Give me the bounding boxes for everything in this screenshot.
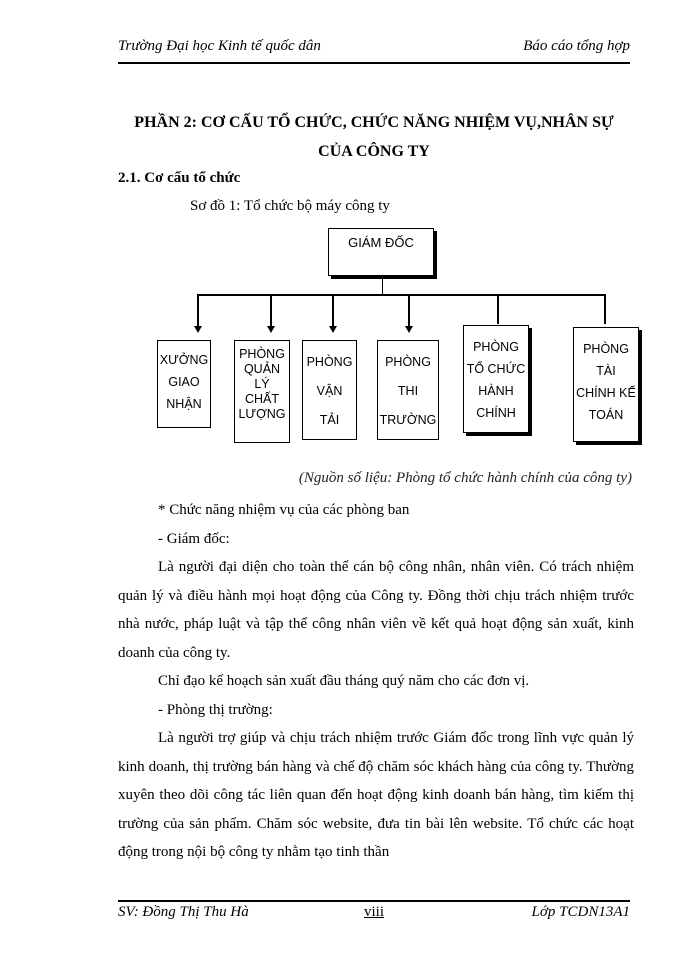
page-number: viii (364, 904, 385, 920)
department-box-line: PHÒNG (385, 355, 431, 369)
department-box-line: LÝ (254, 377, 270, 391)
department-box-line: TRƯỜNG (379, 413, 437, 427)
department-box-line: CHÍNH (476, 406, 516, 420)
footer-rule (118, 900, 630, 902)
department-box-line: PHÒNG (583, 342, 629, 356)
department-box-line: TỔ CHỨC (466, 362, 526, 376)
arrow-head (267, 326, 275, 333)
body-paragraph: Chỉ đạo kế hoạch sản xuất đầu tháng quý năm cho các đơn vị. (158, 673, 530, 689)
department-box (234, 340, 290, 443)
body-paragraph: * Chức năng nhiệm vụ của các phòng ban (158, 502, 410, 518)
department-box (463, 325, 529, 433)
connector-main (382, 276, 383, 294)
arrow-head (194, 326, 202, 333)
connector-drop (332, 294, 334, 326)
section-heading: 2.1. Cơ cấu tổ chức (118, 170, 241, 186)
body-paragraph: - Giám đốc: (158, 530, 230, 547)
page-footer (118, 904, 630, 924)
department-box-line: CHẤT (244, 392, 280, 406)
connector-drop (408, 294, 410, 326)
chapter-title-line2: CỦA CÔNG TY (318, 143, 430, 160)
header-report-type: Báo cáo tổng hợp (523, 38, 630, 54)
department-box (302, 340, 357, 440)
department-box-line: PHÒNG (306, 355, 353, 369)
chapter-title-line1: PHẦN 2: CƠ CẤU TỔ CHỨC, CHỨC NĂNG NHIỆM VỤ,NHÂN SỰ (134, 114, 614, 131)
department-box-line: XƯỞNG (159, 353, 209, 367)
org-chart (0, 0, 700, 470)
arrow-head (329, 326, 337, 333)
department-box (573, 327, 639, 442)
department-box (377, 340, 439, 440)
department-box-line: GIAO (168, 375, 200, 389)
body-paragraph: - Phòng thị trường: (158, 701, 273, 718)
connector-drop (604, 294, 606, 324)
connector-drop (197, 294, 199, 326)
footer-class: Lớp TCDN13A1 (531, 904, 630, 920)
director-label: GIÁM ĐỐC (348, 235, 414, 250)
header-university: Trường Đại học Kinh tế quốc dân (118, 38, 321, 54)
connector-horizontal (197, 294, 605, 296)
department-box-line: CHÍNH KẾ (576, 386, 636, 400)
body-paragraph: Là người trợ giúp và chịu trách nhiệm trước Giám đốc trong lĩnh vực quản lý kinh doanh, thị trường bán hàng và chế độ chăm sóc khách hàng của công ty. Thường xuyên theo dõi công tác liên quan đến hoạt động kinh doanh bán hàng, tìm kiếm thị trường của sản phẩm. Chăm sóc website, đưa tin bài lên website. Tổ chức các hoạt động trong nội bộ công ty nhằm tạo tinh thần (118, 730, 634, 860)
department-box-line: VẬN (316, 384, 343, 398)
department-box-line: THI (397, 384, 419, 398)
department-box-line: LƯỢNG (238, 407, 286, 421)
department-box (157, 340, 211, 428)
connector-drop (270, 294, 272, 326)
arrow-head (405, 326, 413, 333)
department-box-line: PHÒNG (473, 340, 519, 354)
diagram-source-note: (Nguồn số liệu: Phòng tổ chức hành chính của công ty) (298, 470, 632, 486)
body-text (118, 496, 634, 867)
connector-drop (497, 294, 499, 324)
department-box-line: QUẢN (243, 362, 281, 376)
footer-student: SV: Đồng Thị Thu Hà (118, 904, 249, 920)
body-paragraph: Là người đại diện cho toàn thể cán bộ công nhân, nhân viên. Có trách nhiệm quản lý và điều hành mọi hoạt động của Công ty. Đồng thời chịu trách nhiệm trước nhà nước, pháp luật và tập thể công nhân viên về kết quả hoạt động sản xuất, kinh doanh của công ty. (118, 559, 634, 661)
department-box-line: TOÁN (588, 408, 624, 422)
department-box-line: TẢI (319, 413, 340, 427)
director-box (328, 228, 434, 276)
department-box-line: HÀNH (478, 384, 514, 398)
department-box-line: TÀI (596, 364, 616, 378)
department-box-line: NHẬN (166, 397, 202, 411)
diagram-caption: Sơ đồ 1: Tổ chức bộ máy công ty (190, 198, 390, 214)
department-box-line: PHÒNG (239, 347, 285, 361)
